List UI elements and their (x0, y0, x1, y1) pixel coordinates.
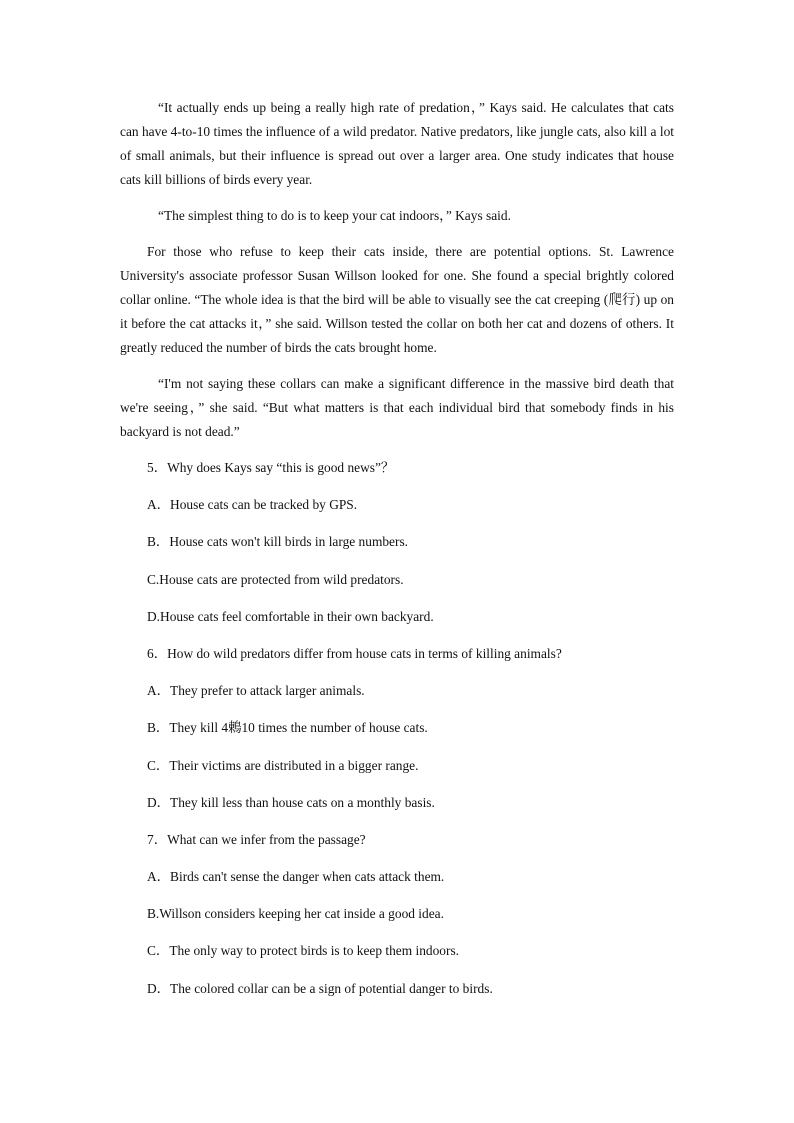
option-b: B．House cats won't kill birds in large numbers. (147, 534, 409, 550)
option-b: B．They kill 4鶇10 times the number of house cats. (147, 720, 428, 736)
option-d: D.House cats feel comfortable in their own backyard. (147, 608, 434, 624)
option-a: A．They prefer to attack larger animals. (147, 683, 365, 699)
question-stem: 6．How do wild predators differ from house cats in terms of killing animals? (147, 645, 562, 661)
option-c: C.House cats are protected from wild predators. (147, 571, 404, 587)
passage-paragraph-3: For those who refuse to keep their cats inside, there are potential options. St. Lawrence University's associate professor Susan Willson looked for one. She found a special brightly colored collar online. “The whole idea is that the bird will be able to visually see the cat creeping (爬行) up on it before the cat attacks it，” she said. Willson tested the collar on both her cat and dozens of others. It greatly reduced the number of birds the cats brought home. (120, 244, 674, 355)
option-d: D．They kill less than house cats on a monthly basis. (147, 794, 435, 810)
question-6 (120, 642, 674, 815)
option-d: D．The colored collar can be a sign of potential danger to birds. (147, 980, 493, 996)
document-page (120, 96, 674, 1014)
question-stem: 7．What can we infer from the passage? (147, 831, 366, 847)
option-b: B.Willson considers keeping her cat inside a good idea. (147, 906, 444, 922)
option-c: C．Their victims are distributed in a bigger range. (147, 757, 419, 773)
question-7 (120, 828, 674, 1001)
passage-paragraph-1: “It actually ends up being a really high rate of predation，” Kays said. He calculates that cats can have 4-to-10 times the influence of a wild predator. Native predators, like jungle cats, also kill a lot of small animals, but their influence is spread out over a larger area. One study indicates that house cats kill billions of birds every year. (120, 100, 674, 187)
option-a: A．House cats can be tracked by GPS. (147, 497, 358, 513)
passage-paragraph-2: “The simplest thing to do is to keep your cat indoors，” Kays said. (158, 208, 511, 223)
question-5 (120, 456, 674, 629)
option-a: A．Birds can't sense the danger when cats attack them. (147, 869, 445, 885)
question-stem: 5．Why does Kays say “this is good news”？ (147, 460, 395, 475)
option-c: C．The only way to protect birds is to keep them indoors. (147, 943, 460, 959)
passage-paragraph-4: “I'm not saying these collars can make a significant difference in the massive bird death that we're seeing，” she said. “But what matters is that each individual bird that somebody finds in his backyard is not dead.” (120, 376, 674, 439)
